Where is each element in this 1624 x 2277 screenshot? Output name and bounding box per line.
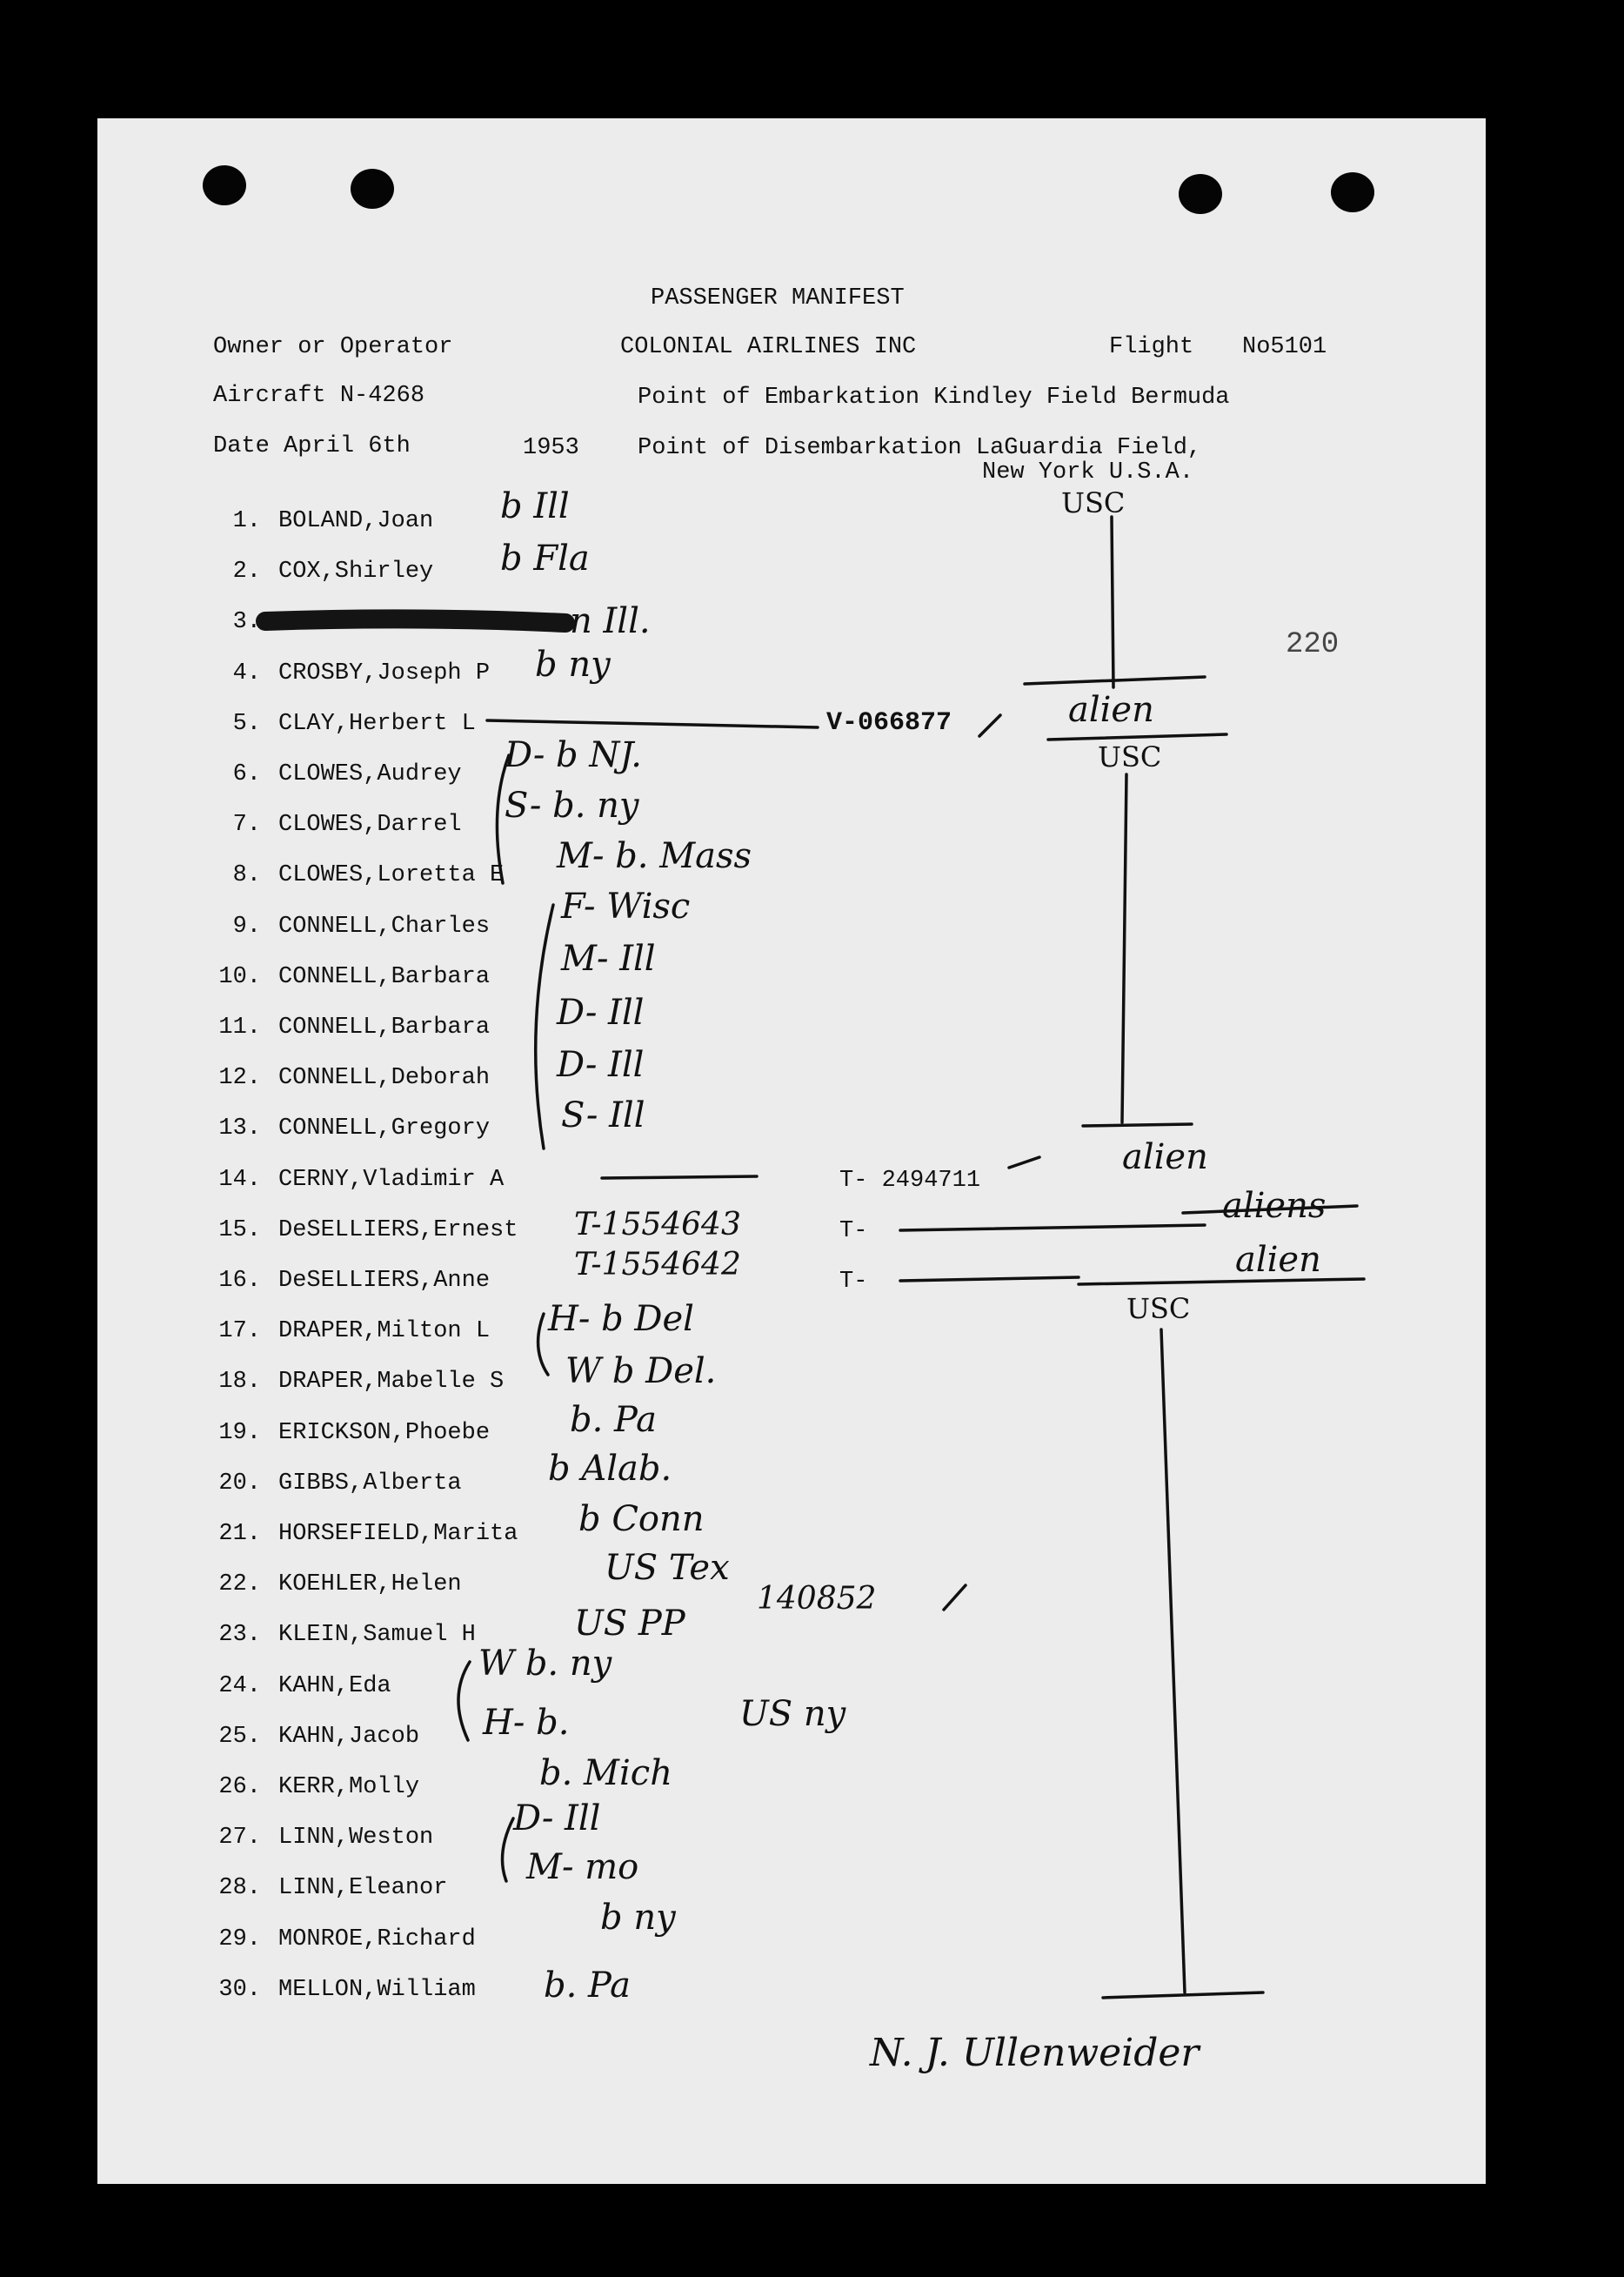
passenger-number: 15.	[218, 1217, 261, 1243]
date-year: 1953	[523, 435, 579, 461]
hw-draper-mabelle: W b Del.	[565, 1351, 717, 1391]
redaction-bar	[265, 619, 565, 623]
hw-cox: b Fla	[500, 539, 590, 579]
passenger-number: 20.	[218, 1470, 261, 1497]
hw-connell-charles: F- Wisc	[561, 887, 691, 927]
usc-line-1	[1112, 517, 1113, 687]
passenger-number: 7.	[232, 812, 261, 838]
passenger-number: 17.	[218, 1318, 261, 1344]
passenger-number: 30.	[218, 1977, 261, 2003]
hw-boland: b Ill	[500, 486, 570, 526]
passenger-number: 13.	[218, 1115, 261, 1142]
passenger-name: CERNY,Vladimir A	[278, 1167, 505, 1193]
passenger-name: GIBBS,Alberta	[278, 1470, 462, 1497]
passenger-name: CONNELL,Barbara	[278, 1015, 491, 1041]
passenger-name: DeSELLIERS,Ernest	[278, 1217, 518, 1243]
alien-underline-2	[1183, 1206, 1357, 1213]
embarkation-field: Point of Embarkation Kindley Field Bermuda	[638, 385, 1230, 411]
passenger-number: 23.	[218, 1622, 261, 1648]
hw-kerr: b. Mich	[539, 1753, 672, 1793]
passenger-name: CLOWES,Darrel	[278, 812, 462, 838]
hw-alien-4: alien	[1235, 1240, 1321, 1280]
passenger-name: KERR,Molly	[278, 1774, 420, 1800]
passenger-name: DeSELLIERS,Anne	[278, 1268, 491, 1294]
hw-clowes-darrel: S- b. ny	[505, 786, 639, 826]
passenger-number: 28.	[218, 1875, 261, 1901]
passenger-name: CLOWES,Audrey	[278, 761, 462, 787]
strikeout-ernest	[900, 1225, 1205, 1230]
hw-klein-number: 140852	[757, 1581, 877, 1617]
cerny-check	[1009, 1157, 1039, 1168]
passenger-name: KOEHLER,Helen	[278, 1571, 462, 1597]
passenger-number: 26.	[218, 1774, 261, 1800]
hw-connell-deborah: D- Ill	[557, 1045, 645, 1085]
owner-label: Owner or Operator	[213, 334, 453, 360]
hw-linn-eleanor: M- mo	[526, 1847, 639, 1887]
passenger-number: 25.	[218, 1724, 261, 1750]
flight-value: No5101	[1242, 334, 1327, 360]
bracket-draper	[538, 1314, 548, 1375]
hw-connell-barbara-1: M- Ill	[561, 939, 656, 979]
usc-tick-3	[1103, 1992, 1263, 1998]
hw-usc-1: USC	[1061, 486, 1126, 519]
passenger-name: DRAPER,Mabelle S	[278, 1369, 505, 1395]
hw-klein: US PP	[574, 1604, 685, 1644]
document-title: PASSENGER MANIFEST	[651, 285, 905, 311]
date-label: Date April 6th	[213, 433, 411, 459]
hw-usc-2: USC	[1098, 740, 1162, 774]
passenger-name: CLOWES,Loretta E	[278, 862, 505, 888]
page-number: 220	[1286, 628, 1340, 661]
hw-draper-milton: H- b Del	[548, 1299, 694, 1339]
passenger-name: CONNELL,Charles	[278, 914, 491, 940]
hw-aliens-3: aliens	[1222, 1186, 1327, 1226]
owner-value: COLONIAL AIRLINES INC	[620, 334, 917, 360]
alien-underline-1	[1048, 734, 1226, 740]
hw-linn-weston: D- Ill	[513, 1798, 601, 1838]
passenger-number: 5.	[232, 711, 261, 737]
bracket-connell	[536, 905, 553, 1149]
aircraft-field: Aircraft N-4268	[213, 383, 425, 409]
passenger-number: 22.	[218, 1571, 261, 1597]
disembarkation-line2: New York U.S.A.	[982, 459, 1194, 486]
passenger-number: 4.	[232, 660, 261, 686]
usc-line-2	[1122, 774, 1126, 1122]
hw-mellon: b. Pa	[544, 1966, 631, 2006]
passenger-number: 2.	[232, 559, 261, 585]
hw-horsefield: b Conn	[578, 1499, 705, 1539]
flight-label: Flight	[1109, 334, 1194, 360]
passenger-name: LINN,Weston	[278, 1825, 434, 1851]
passenger-name: KLEIN,Samuel H	[278, 1622, 476, 1648]
passenger-name: ERICKSON,Phoebe	[278, 1420, 491, 1446]
passenger-number: 11.	[218, 1015, 261, 1041]
passenger-name: BOLAND,Joan	[278, 508, 434, 534]
hw-connell-barbara-2: D- Ill	[557, 993, 645, 1033]
passenger-name: KAHN,Jacob	[278, 1724, 420, 1750]
passenger-number: 3.	[232, 609, 261, 635]
passenger-number: 18.	[218, 1369, 261, 1395]
hw-gibbs: b Alab.	[548, 1449, 672, 1489]
hw-erickson: b. Pa	[570, 1400, 657, 1440]
passenger-name: CONNELL,Deborah	[278, 1065, 491, 1091]
passenger-number: 1.	[232, 508, 261, 534]
passenger-number: 14.	[218, 1167, 261, 1193]
passenger-number: 21.	[218, 1521, 261, 1547]
hw-alien-2: alien	[1122, 1137, 1208, 1177]
passenger-number: 10.	[218, 964, 261, 990]
hw-connell-gregory: S- Ill	[561, 1095, 645, 1135]
hw-clowes-audrey: D- b NJ.	[505, 735, 643, 775]
passenger-name: CLAY,Herbert L	[278, 711, 476, 737]
hw-kahn-us: US ny	[739, 1694, 846, 1734]
t-prefix-anne: T-	[839, 1269, 868, 1295]
passenger-number: 29.	[218, 1926, 261, 1952]
hw-kahn-eda: W b. ny	[478, 1644, 612, 1684]
passenger-name: DRAPER,Milton L	[278, 1318, 491, 1344]
bracket-clowes	[497, 755, 509, 883]
hw-deselliers-anne: T-1554642	[574, 1247, 741, 1282]
hw-monroe: b ny	[600, 1898, 676, 1938]
usc-line-3	[1161, 1329, 1185, 1992]
hw-crosby: b ny	[535, 645, 611, 685]
passenger-number: 27.	[218, 1825, 261, 1851]
strikeout-anne	[900, 1277, 1079, 1281]
klein-check	[944, 1585, 966, 1610]
clay-check	[979, 715, 1000, 736]
passenger-name: CROSBY,Joseph P	[278, 660, 491, 686]
passenger-name: KAHN,Eda	[278, 1673, 391, 1699]
hw-alien-1: alien	[1068, 690, 1154, 730]
hw-clowes-loretta: M- b. Mass	[557, 836, 752, 876]
bracket-linn	[503, 1818, 514, 1881]
passenger-number: 9.	[232, 914, 261, 940]
passenger-number: 19.	[218, 1420, 261, 1446]
hw-kahn-jacob: H- b.	[483, 1703, 570, 1743]
usc-tick-2	[1083, 1124, 1192, 1126]
passenger-number: 16.	[218, 1268, 261, 1294]
passenger-number: 24.	[218, 1673, 261, 1699]
cerny-line	[602, 1176, 757, 1178]
clay-line	[487, 720, 818, 727]
passenger-name: HORSEFIELD,Marita	[278, 1521, 518, 1547]
hw-usc-3: USC	[1126, 1292, 1191, 1325]
t-prefix-ernest: T-	[839, 1218, 868, 1244]
visa-number-clay: V-066877	[826, 708, 952, 738]
passenger-name: LINN,Eleanor	[278, 1875, 448, 1901]
signature: N. J. Ullenweider	[870, 2031, 1200, 2075]
passenger-name: MONROE,Richard	[278, 1926, 476, 1952]
passenger-name: CONNELL,Barbara	[278, 964, 491, 990]
hw-koehler: US Tex	[605, 1548, 730, 1588]
passenger-name: CONNELL,Gregory	[278, 1115, 491, 1142]
passenger-number: 12.	[218, 1065, 261, 1091]
t-number-cerny: T- 2494711	[839, 1168, 981, 1194]
passenger-number: 6.	[232, 761, 261, 787]
hw-deselliers-ernest: T-1554643	[574, 1207, 741, 1242]
alien-underline-4	[1079, 1279, 1364, 1284]
passenger-name: COX,Shirley	[278, 559, 434, 585]
disembarkation-line1: Point of Disembarkation LaGuardia Field,	[638, 435, 1202, 461]
bracket-kahn	[458, 1662, 470, 1740]
passenger-number: 8.	[232, 862, 261, 888]
passenger-name: MELLON,William	[278, 1977, 476, 2003]
hw-row3: n Ill.	[570, 601, 651, 641]
